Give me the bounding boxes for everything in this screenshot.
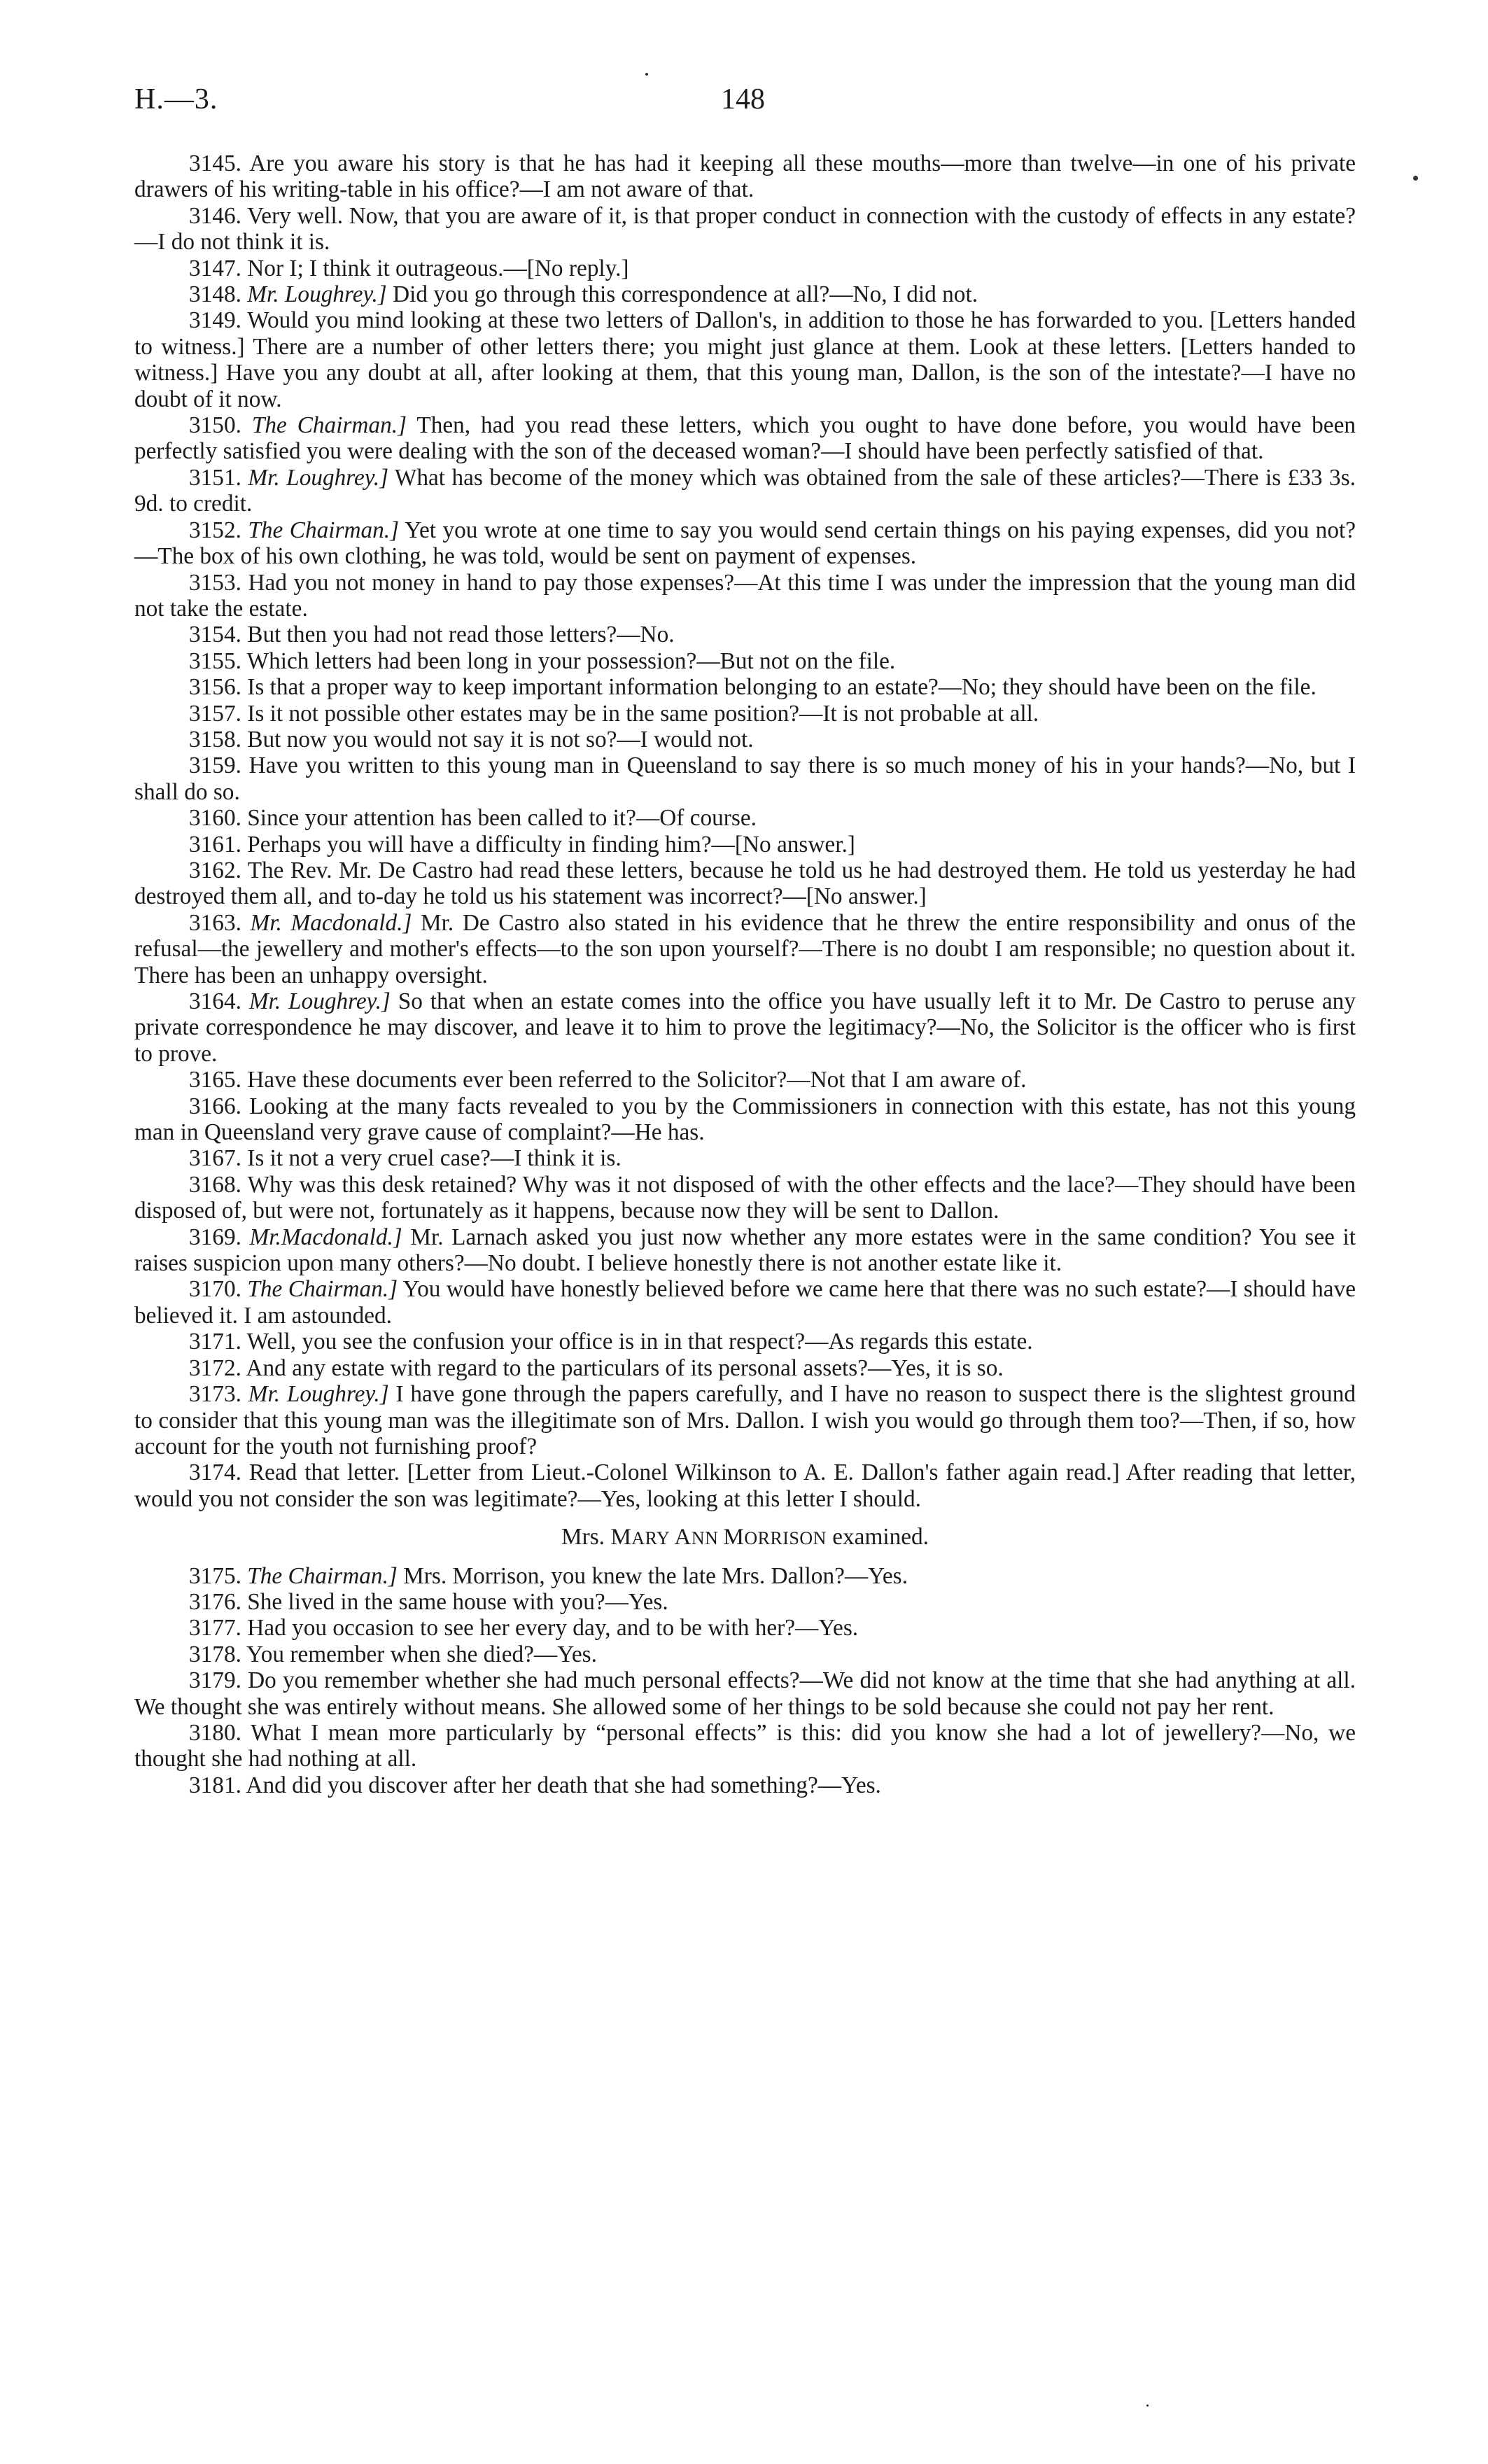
speaker-name: Mr.Macdonald.] <box>249 1224 402 1250</box>
question-number: 3152. <box>189 517 241 543</box>
testimony-paragraph <box>134 805 1356 831</box>
testimony-text: Had you not money in hand to pay those expenses?—At this time I was under the impression that the young man did not take the estate. <box>134 569 1356 622</box>
testimony-text: Would you mind looking at these two letters of Dallon's, in addition to those he has forwarded to you. [Letters handed to witness.] There are a number of other letters there; you might just glance at them. Look at these letters. [Letters handed to witness.] Have you any doubt at all, after looking at them, that this young man, Dallon, is the son of the intestate?—I have no doubt of it now. <box>134 307 1356 412</box>
question-number: 3172. <box>189 1354 241 1381</box>
testimony-paragraph <box>134 752 1356 805</box>
series-reference: H.—3. <box>134 83 218 115</box>
testimony-paragraph <box>134 412 1356 465</box>
question-number: 3146. <box>189 202 241 229</box>
testimony-text: Read that letter. [Letter from Lieut.-Colonel Wilkinson to A. E. Dallon's father again read.] After reading that letter, would you not consider the son was legitimate?—Yes, looking at this letter I should. <box>134 1460 1356 1512</box>
speaker-name: Mr. Macdonald.] <box>250 909 412 936</box>
question-number: 3169. <box>189 1224 241 1250</box>
question-number: 3161. <box>189 831 241 858</box>
testimony-paragraph <box>134 203 1356 255</box>
testimony-paragraph <box>134 1563 1356 1589</box>
question-number: 3150. <box>189 412 241 439</box>
testimony-text: Had you occasion to see her every day, and to be with her?—Yes. <box>247 1615 859 1642</box>
testimony-text: Why was this desk retained? Why was it not disposed of with the other effects and the lace?—They should have been disposed of, but were not, fortunately as it happens, because now they will be sent to Dallon. <box>134 1171 1356 1224</box>
testimony-text: But now you would not say it is not so?—I would not. <box>247 726 754 752</box>
testimony-text: Yet you wrote at one time to say you would send certain things on his paying expenses, did you not?—The box of his own clothing, he was told, would be sent on payment of expenses. <box>134 517 1356 570</box>
testimony-text: Are you aware his story is that he has had it keeping all these mouths—more than twelve—in one of his private drawers of his writing-table in his office?—I am not aware of that. <box>134 150 1356 203</box>
testimony-paragraph <box>134 281 1356 307</box>
question-number: 3163. <box>189 909 241 936</box>
testimony-paragraph <box>134 1355 1356 1381</box>
testimony-text: Very well. Now, that you are aware of it, is that proper conduct in connection with the custody of effects in any estate?—I do not think it is. <box>134 202 1356 255</box>
testimony-text: What I mean more particularly by “personal effects” is this: did you know she had a lot of jewellery?—No, we thought she had nothing at all. <box>134 1719 1356 1772</box>
testimony-text: The Rev. Mr. De Castro had read these letters, because he told us he had destroyed them. He told us yesterday he had destroyed them all, and to-day he told us his statement was incorrect?—[No answer.] <box>134 857 1356 910</box>
question-number: 3173. <box>189 1381 241 1408</box>
question-number: 3148. <box>189 281 241 308</box>
testimony-section-2 <box>134 1563 1356 1799</box>
margin-speck <box>1413 176 1418 181</box>
testimony-paragraph <box>134 1667 1356 1720</box>
testimony-section-1 <box>134 150 1356 1512</box>
testimony-paragraph <box>134 910 1356 988</box>
margin-speck <box>1146 2404 1149 2407</box>
question-number: 3156. <box>189 674 241 701</box>
question-number: 3167. <box>189 1145 241 1172</box>
testimony-paragraph <box>134 150 1356 203</box>
testimony-paragraph <box>134 307 1356 412</box>
testimony-paragraph <box>134 1172 1356 1224</box>
testimony-text: Then, had you read these letters, which you ought to have done before, you would have been perfectly satisfied you were dealing with the son of the deceased woman?—I should have been perfectly satisfied of that. <box>134 412 1356 465</box>
question-number: 3154. <box>189 622 241 648</box>
testimony-text: Mr. De Castro also stated in his evidence that he threw the entire responsibility and onus of the refusal—the jewellery and mother's effects—to the son upon yourself?—There is no doubt I am responsible; no question about it. There has been an unhappy oversight. <box>134 909 1356 988</box>
question-number: 3155. <box>189 648 241 674</box>
testimony-paragraph <box>134 1589 1356 1615</box>
speaker-name: Mr. Loughrey.] <box>248 988 391 1014</box>
testimony-text: You would have honestly believed before we came here that there was no such estate?—I should have believed it. I am astounded. <box>134 1276 1356 1329</box>
testimony-paragraph <box>134 858 1356 910</box>
question-number: 3178. <box>189 1641 241 1667</box>
testimony-paragraph <box>134 1615 1356 1641</box>
question-number: 3180. <box>189 1719 241 1746</box>
speaker-name: Mr. Loughrey.] <box>247 281 387 308</box>
question-number: 3157. <box>189 700 241 727</box>
testimony-paragraph <box>134 701 1356 727</box>
testimony-text: Do you remember whether she had much personal effects?—We did not know at the time that she had anything at all. We thought she was entirely without means. She allowed some of her things to be sold because she could not pay her rent. <box>134 1667 1356 1720</box>
heading-suffix: examined. <box>832 1524 929 1550</box>
page-number: 148 <box>721 83 765 115</box>
question-number: 3145. <box>189 150 241 176</box>
testimony-paragraph <box>134 1642 1356 1667</box>
testimony-text: Which letters had been long in your possession?—But not on the file. <box>246 648 896 674</box>
question-number: 3174. <box>189 1460 241 1486</box>
testimony-paragraph <box>134 1067 1356 1093</box>
testimony-paragraph <box>134 832 1356 858</box>
testimony-text: And did you discover after her death that she had something?—Yes. <box>246 1772 881 1798</box>
testimony-text: Looking at the many facts revealed to you by the Commissioners in connection with this estate, has not this young man in Queensland very grave cause of complaint?—He has. <box>134 1093 1356 1146</box>
question-number: 3151. <box>189 464 241 491</box>
testimony-text: Is it not possible other estates may be in the same position?—It is not probable at all. <box>247 700 1039 727</box>
question-number: 3166. <box>189 1093 241 1119</box>
testimony-text: Is it not a very cruel case?—I think it is. <box>247 1145 622 1172</box>
heading-witness-name: MARY ANN MORRISON <box>610 1524 827 1550</box>
question-number: 3177. <box>189 1615 241 1642</box>
question-number: 3164. <box>189 988 241 1014</box>
testimony-paragraph <box>134 1276 1356 1329</box>
speaker-name: Mr. Loughrey.] <box>248 1381 389 1408</box>
testimony-text: But then you had not read those letters?—No. <box>247 622 675 648</box>
heading-prefix: Mrs. <box>561 1524 605 1550</box>
testimony-paragraph <box>134 465 1356 517</box>
testimony-paragraph <box>134 622 1356 648</box>
testimony-text: Did you go through this correspondence at all?—No, I did not. <box>393 281 978 308</box>
question-number: 3149. <box>189 307 241 334</box>
testimony-paragraph <box>134 570 1356 622</box>
testimony-text: And any estate with regard to the particulars of its personal assets?—Yes, it is so. <box>246 1354 1004 1381</box>
question-number: 3159. <box>189 752 241 779</box>
question-number: 3179. <box>189 1667 241 1694</box>
testimony-text: What has become of the money which was obtained from the sale of these articles?—There is £33 3s. 9d. to credit. <box>134 464 1356 517</box>
testimony-paragraph <box>134 988 1356 1067</box>
testimony-paragraph <box>134 1329 1356 1354</box>
question-number: 3165. <box>189 1067 241 1093</box>
testimony-paragraph <box>134 1224 1356 1277</box>
margin-speck <box>645 73 648 76</box>
testimony-text: Is that a proper way to keep important information belonging to an estate?—No; they should have been on the file. <box>247 674 1317 701</box>
testimony-paragraph <box>134 255 1356 281</box>
question-number: 3147. <box>189 255 241 281</box>
testimony-text: Since your attention has been called to it?—Of course. <box>247 805 757 832</box>
speaker-name: The Chairman.] <box>247 1276 398 1303</box>
speaker-name: The Chairman.] <box>251 412 407 439</box>
speaker-name: Mr. Loughrey.] <box>248 464 389 491</box>
testimony-paragraph <box>134 517 1356 570</box>
testimony-text: I have gone through the papers carefully, and I have no reason to suspect there is the slightest ground to consider that this young man was the illegitimate son of Mrs. Dallon. I wish you would go through them too?—Then, if so, how account for the youth not furnishing proof? <box>134 1381 1356 1460</box>
question-number: 3181. <box>189 1772 241 1798</box>
speaker-name: The Chairman.] <box>248 517 400 543</box>
testimony-text: Well, you see the confusion your office is in in that respect?—As regards this estate. <box>246 1329 1033 1355</box>
question-number: 3171. <box>189 1329 241 1355</box>
testimony-paragraph <box>134 1145 1356 1171</box>
testimony-text: Mrs. Morrison, you knew the late Mrs. Dallon?—Yes. <box>403 1562 908 1589</box>
testimony-paragraph <box>134 1460 1356 1512</box>
question-number: 3168. <box>189 1171 241 1198</box>
testimony-text: You remember when she died?—Yes. <box>246 1641 597 1667</box>
question-number: 3162. <box>189 857 241 883</box>
question-number: 3175. <box>189 1562 241 1589</box>
testimony-paragraph <box>134 1381 1356 1460</box>
testimony-text: Have you written to this young man in Queensland to say there is so much money of his in your hands?—No, but I shall do so. <box>134 752 1356 805</box>
testimony-paragraph <box>134 674 1356 700</box>
testimony-text: Perhaps you will have a difficulty in finding him?—[No answer.] <box>247 831 855 858</box>
testimony-paragraph <box>134 1720 1356 1772</box>
testimony-paragraph <box>134 727 1356 752</box>
testimony-text: Nor I; I think it outrageous.—[No reply.] <box>247 255 629 281</box>
speaker-name: The Chairman.] <box>247 1562 398 1589</box>
testimony-text: So that when an estate comes into the office you have usually left it to Mr. De Castro to peruse any private correspondence he may discover, and leave it to him to prove the legitimacy?—No, the Solicitor is the officer who is first to prove. <box>134 988 1356 1067</box>
question-number: 3153. <box>189 569 241 596</box>
testimony-text: She lived in the same house with you?—Yes. <box>247 1588 668 1615</box>
question-number: 3176. <box>189 1588 241 1615</box>
question-number: 3158. <box>189 726 241 752</box>
testimony-paragraph <box>134 1093 1356 1146</box>
question-number: 3170. <box>189 1276 241 1303</box>
question-number: 3160. <box>189 805 241 832</box>
testimony-paragraph <box>134 648 1356 674</box>
document-body <box>134 150 1356 1798</box>
testimony-paragraph <box>134 1772 1356 1798</box>
witness-heading <box>134 1524 1356 1551</box>
testimony-text: Mr. Larnach asked you just now whether any more estates were in the same condition? You see it raises suspicion upon many others?—No doubt. I believe honestly there is not another estate like it. <box>134 1224 1356 1277</box>
testimony-text: Have these documents ever been referred to the Solicitor?—Not that I am aware of. <box>247 1067 1027 1093</box>
